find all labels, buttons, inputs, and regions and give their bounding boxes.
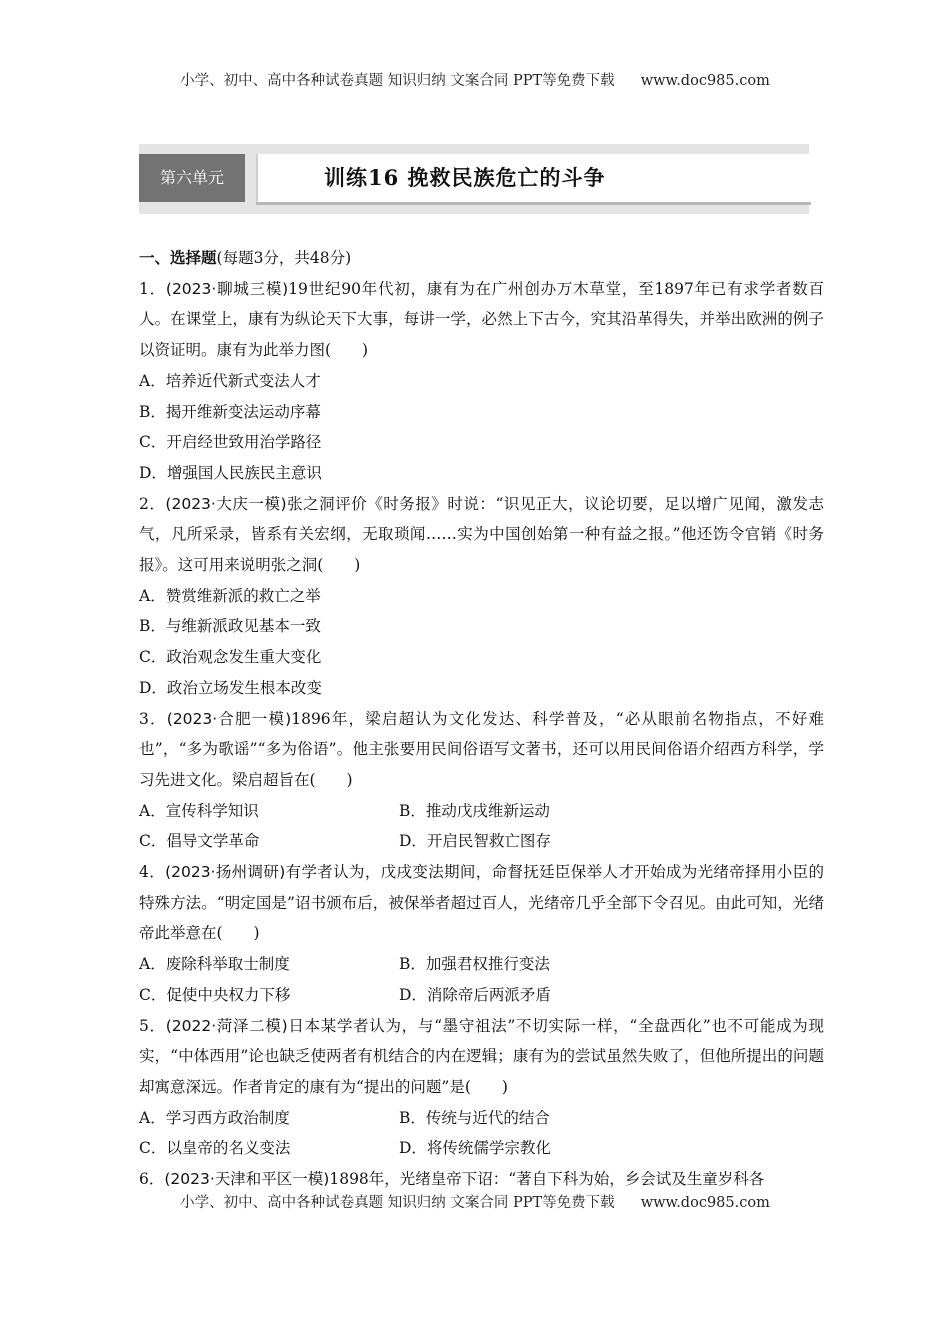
option-row [139, 1133, 824, 1164]
section-label: 一、选择题 [139, 249, 217, 267]
option-row [139, 980, 824, 1011]
option-a: A．培养近代新式变法人才 [139, 371, 321, 390]
question-1 [139, 274, 824, 489]
question-text: 日本某学者认为，与“墨守祖法”不切实际一样，“全盘西化”也不可能成为现实，“中体西用”论也缺乏使两者有机结合的内在逻辑；康有为的尝试虽然失败了，但他所提出的问题却寓意深远。作者肯定的康有为“提出的问题”是( ) [139, 1016, 824, 1096]
option-row [139, 796, 824, 827]
question-number: 2． [139, 494, 166, 513]
page-footer [0, 1191, 950, 1212]
section-heading [139, 243, 824, 274]
question-source: (2023·聊城三模) [165, 279, 289, 298]
option-b: B．加强君权推行变法 [399, 955, 550, 974]
question-4 [139, 857, 824, 1011]
question-source: (2023·天津和平区一模) [164, 1170, 330, 1189]
title-bar [139, 144, 809, 214]
option-c: C．开启经世致用治学路径 [139, 433, 322, 452]
footer-text: 小学、初中、高中各种试卷真题 知识归纳 文案合同 PPT等免费下载 [180, 1195, 615, 1211]
page-title: 训练16 挽救民族危亡的斗争 [324, 165, 606, 190]
footer-site: www.doc985.com [640, 1195, 770, 1211]
question-stem [139, 704, 824, 796]
option-b: B．传统与近代的结合 [399, 1108, 550, 1127]
question-text: 有学者认为，戊戌变法期间，命督抚廷臣保举人才开始成为光绪帝择用小臣的特殊方法。“明定国是”诏书颁布后，被保举者超过百人，光绪帝几乎全部下令召见。由此可知，光绪帝此举意在( ) [139, 863, 824, 943]
question-source: (2023·大庆一模) [165, 494, 287, 513]
question-stem [139, 1011, 824, 1103]
header-text: 小学、初中、高中各种试卷真题 知识归纳 文案合同 PPT等免费下载 [180, 73, 615, 89]
option-d: D．增强国人民族民主意识 [139, 463, 322, 482]
question-2 [139, 489, 824, 704]
question-number: 4． [139, 863, 166, 882]
question-text: 1896年，梁启超认为文化发达、科学普及，“必从眼前名物指点，不好难也”，“多为歌谣”“多为俗语”。他主张要用民间俗语写文著书，还可以用民间俗语介绍西方科学，学习先进文化。梁启超旨在( ) [139, 709, 824, 789]
option-row [139, 1103, 824, 1134]
option-d: D．将传统儒学宗教化 [399, 1139, 551, 1158]
option-d: D．开启民智救亡图存 [399, 832, 551, 851]
option-d: D．政治立场发生根本改变 [139, 678, 322, 697]
question-text: 1898年，光绪皇帝下诏：“著自下科为始，乡会试及生童岁科各 [329, 1170, 765, 1189]
option-a: A．宣传科学知识 [139, 801, 259, 820]
option-d: D．消除帝后两派矛盾 [399, 985, 551, 1004]
question-number: 1． [139, 279, 166, 298]
question-number: 6． [139, 1170, 165, 1189]
question-number: 5． [139, 1016, 166, 1035]
question-number: 3． [139, 709, 167, 728]
question-text: 张之洞评价《时务报》时说：“识见正大，议论切要，足以增广见闻，激发志气，凡所采录，皆系有关宏纲，无取琐闻……实为中国创始第一种有益之报。”他还饬令官销《时务报》。这可用来说明张之洞( ) [139, 494, 824, 575]
question-stem [139, 274, 824, 366]
question-3 [139, 704, 824, 858]
option-a: A．赞赏维新派的救亡之举 [139, 586, 321, 605]
question-5 [139, 1011, 824, 1165]
option-row [139, 949, 824, 980]
section-note: (每题3分，共48分) [216, 249, 352, 267]
option-c: C．以皇帝的名义变法 [139, 1139, 291, 1158]
option-c: C．政治观念发生重大变化 [139, 648, 322, 667]
question-stem [139, 857, 824, 949]
option-c: C．倡导文学革命 [139, 832, 260, 851]
question-source: (2023·扬州调研) [165, 863, 286, 882]
option-row [139, 826, 824, 857]
option-b: B．与维新派政见基本一致 [139, 617, 321, 636]
question-source: (2023·合肥一模) [166, 709, 292, 728]
option-a: A．学习西方政治制度 [139, 1108, 290, 1127]
header-site: www.doc985.com [640, 73, 770, 89]
option-c: C．促使中央权力下移 [139, 985, 291, 1004]
question-source: (2022·菏泽二模) [165, 1016, 288, 1035]
question-list [139, 243, 824, 1195]
title-panel [256, 154, 811, 202]
option-b: B．推动戊戌维新运动 [399, 801, 550, 820]
option-a: A．废除科举取士制度 [139, 955, 290, 974]
option-b: B．揭开维新变法运动序幕 [139, 402, 321, 421]
question-text: 19世纪90年代初，康有为在广州创办万木草堂，至1897年已有求学者数百人。在课堂上，康有为纵论天下大事，每讲一学，必然上下古今，究其沿革得失，并举出欧洲的例子以资证明。康有为此举力图( ) [139, 279, 824, 360]
unit-label: 第六单元 [139, 154, 245, 202]
question-stem [139, 489, 824, 581]
page-header [0, 69, 950, 90]
